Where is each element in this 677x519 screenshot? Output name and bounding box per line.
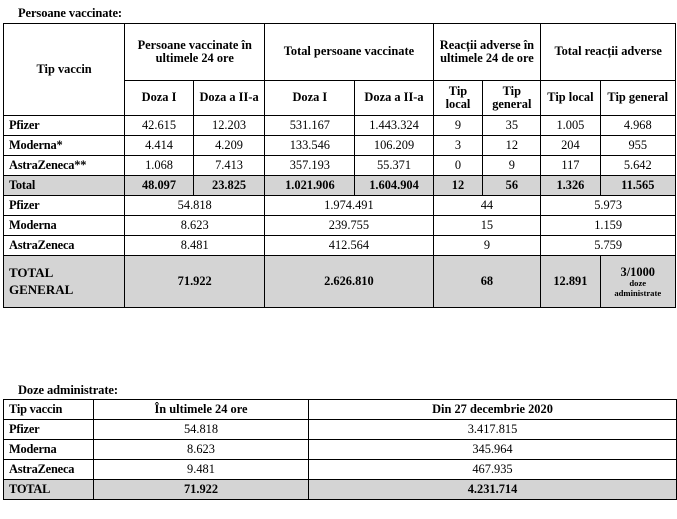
adverse-rate-unit-line2: administrate [614,287,662,298]
cell-total-dose2: 55.371 [355,156,433,176]
cell-advtotal-general: 955 [600,136,675,156]
adverse-rate-value: 3/1000 [620,264,655,279]
cell-total-general-adverse-rate [600,256,675,308]
cell-total-merged: 412.564 [265,236,433,256]
adverse-rate-unit-line1: doze [629,278,647,288]
cell-advtotal-local: 1.326 [541,176,600,196]
cell-since: 4.231.714 [309,480,677,500]
cell-adv24-general: 12 [483,136,541,156]
cell-since: 467.935 [309,460,677,480]
header-doza-ii-total: Doza a II-a [355,81,433,116]
table-row [4,440,677,460]
cell-total-general-total: 2.626.810 [265,256,433,308]
cell-last24-merged: 8.623 [125,216,265,236]
cell-total-general-adverse-last24: 68 [433,256,541,308]
cell-last24-dose2: 4.209 [193,136,264,156]
cell-adv24-general: 35 [483,116,541,136]
cell-adverse-last24-merged: 44 [433,196,541,216]
cell-adverse-last24-merged: 9 [433,236,541,256]
cell-last24-dose2: 23.825 [193,176,264,196]
cell-last24-merged: 54.818 [125,196,265,216]
cell-advtotal-local: 117 [541,156,600,176]
cell-last24-dose1: 42.615 [125,116,194,136]
table-row-merged [4,216,676,236]
table-row-total [4,176,676,196]
cell-total-general-adverse-local: 12.891 [541,256,600,308]
cell-last24-dose1: 48.097 [125,176,194,196]
cell-advtotal-general: 5.642 [600,156,675,176]
cell-total-dose1: 133.546 [265,136,355,156]
cell-last24: 71.922 [94,480,309,500]
table-doze-administrate [3,399,677,500]
cell-total-dose1: 1.021.906 [265,176,355,196]
cell-total-dose2: 106.209 [355,136,433,156]
table-row [4,420,677,440]
cell-adverse-total-merged: 5.759 [541,236,676,256]
cell-adv24-general: 9 [483,156,541,176]
header-tip-local-24h: Tip local [433,81,483,116]
cell-last24-dose1: 4.414 [125,136,194,156]
row-label: AstraZeneca [4,460,94,480]
header-tip-vaccin: Tip vaccin [4,400,94,420]
table-row-total-general [4,256,676,308]
cell-total-merged: 1.974.491 [265,196,433,216]
row-label: AstraZeneca [4,236,125,256]
row-label: Pfizer [4,116,125,136]
cell-adverse-total-merged: 5.973 [541,196,676,216]
cell-total-general-last24: 71.922 [125,256,265,308]
total-general-line2: GENERAL [9,281,74,297]
header-in-ultimele-24-ore: În ultimele 24 ore [94,400,309,420]
cell-adverse-last24-merged: 15 [433,216,541,236]
cell-total-dose1: 531.167 [265,116,355,136]
cell-total-dose1: 357.193 [265,156,355,176]
header-tip-general-24h: Tip general [483,81,541,116]
header-doza-i-24h: Doza I [125,81,194,116]
cell-adv24-local: 3 [433,136,483,156]
caption-persoane-vaccinate: Persoane vaccinate: [18,6,122,20]
cell-advtotal-general: 11.565 [600,176,675,196]
table-persoane-vaccinate [3,23,676,308]
table-row-merged [4,196,676,216]
row-label-total-general [4,256,125,308]
cell-total-dose2: 1.604.904 [355,176,433,196]
cell-since: 3.417.815 [309,420,677,440]
cell-advtotal-local: 204 [541,136,600,156]
table-header-row [4,400,677,420]
row-label: Pfizer [4,196,125,216]
row-label: Total [4,176,125,196]
table-row [4,156,676,176]
header-tip-general-total: Tip general [600,81,675,116]
cell-last24-dose1: 1.068 [125,156,194,176]
cell-total-merged: 239.755 [265,216,433,236]
cell-advtotal-local: 1.005 [541,116,600,136]
header-din-27-decembrie-2020: Din 27 decembrie 2020 [309,400,677,420]
header-group-reactii-adverse-24h: Reacții adverse în ultimele 24 de ore [433,24,541,81]
header-group-total-reactii-adverse: Total reacții adverse [541,24,676,81]
row-label: AstraZeneca** [4,156,125,176]
row-label: Moderna [4,440,94,460]
header-tip-vaccin: Tip vaccin [4,24,125,116]
cell-adv24-local: 9 [433,116,483,136]
table-row-merged [4,236,676,256]
cell-adv24-local: 12 [433,176,483,196]
cell-last24: 9.481 [94,460,309,480]
cell-last24-merged: 8.481 [125,236,265,256]
cell-last24: 8.623 [94,440,309,460]
table-row [4,460,677,480]
row-label: TOTAL [4,480,94,500]
table-row [4,116,676,136]
header-group-vaccinate-24h: Persoane vaccinate în ultimele 24 ore [125,24,265,81]
table-header-row-groups [4,24,676,81]
table-row-total [4,480,677,500]
cell-total-dose2: 1.443.324 [355,116,433,136]
header-doza-ii-24h: Doza a II-a [193,81,264,116]
cell-last24: 54.818 [94,420,309,440]
cell-since: 345.964 [309,440,677,460]
header-group-total-vaccinate: Total persoane vaccinate [265,24,433,81]
header-tip-local-total: Tip local [541,81,600,116]
row-label: Moderna* [4,136,125,156]
caption-doze-administrate: Doze administrate: [18,383,118,397]
cell-last24-dose2: 12.203 [193,116,264,136]
total-general-line1: TOTAL [9,265,54,281]
cell-adverse-total-merged: 1.159 [541,216,676,236]
cell-adv24-local: 0 [433,156,483,176]
cell-last24-dose2: 7.413 [193,156,264,176]
row-label: Pfizer [4,420,94,440]
table-row [4,136,676,156]
header-doza-i-total: Doza I [265,81,355,116]
cell-advtotal-general: 4.968 [600,116,675,136]
row-label: Moderna [4,216,125,236]
cell-adv24-general: 56 [483,176,541,196]
